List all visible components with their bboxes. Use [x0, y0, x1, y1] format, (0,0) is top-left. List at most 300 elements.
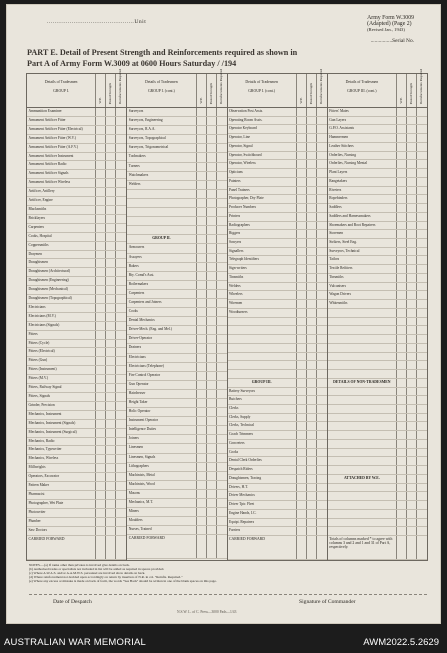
entry-cell[interactable] — [317, 422, 327, 430]
entry-cell[interactable] — [217, 517, 227, 525]
entry-cell[interactable] — [96, 161, 106, 169]
entry-cell[interactable] — [207, 263, 217, 271]
carried-cell[interactable] — [217, 535, 227, 558]
entry-cell[interactable] — [207, 163, 217, 171]
entry-cell[interactable] — [106, 224, 116, 232]
entry-cell[interactable] — [197, 272, 207, 280]
entry-cell[interactable] — [397, 108, 407, 116]
entry-cell[interactable] — [197, 417, 207, 425]
entry-cell[interactable] — [217, 317, 227, 325]
entry-cell[interactable] — [207, 244, 217, 252]
entry-cell[interactable] — [297, 265, 307, 273]
entry-cell[interactable] — [207, 153, 217, 161]
entry-cell[interactable] — [116, 242, 126, 250]
entry-cell[interactable] — [207, 308, 217, 316]
entry-cell[interactable] — [307, 160, 317, 168]
entry-cell[interactable] — [317, 449, 327, 457]
entry-cell[interactable] — [297, 466, 307, 474]
entry-cell[interactable] — [116, 117, 126, 125]
entry-cell[interactable] — [417, 475, 427, 483]
entry-cell[interactable] — [197, 244, 207, 252]
entry-cell[interactable] — [96, 126, 106, 134]
entry-cell[interactable] — [197, 508, 207, 516]
entry-cell[interactable] — [417, 414, 427, 422]
entry-cell[interactable] — [397, 178, 407, 186]
entry-cell[interactable] — [307, 414, 317, 422]
entry-cell[interactable] — [96, 304, 106, 312]
entry-cell[interactable] — [307, 117, 317, 125]
entry-cell[interactable] — [116, 188, 126, 196]
entry-cell[interactable] — [397, 265, 407, 273]
entry-cell[interactable] — [317, 152, 327, 160]
entry-cell[interactable] — [307, 213, 317, 221]
entry-cell[interactable] — [397, 475, 407, 483]
entry-cell[interactable] — [317, 370, 327, 378]
entry-cell[interactable] — [317, 466, 327, 474]
entry-cell[interactable] — [197, 144, 207, 152]
entry-cell[interactable] — [307, 501, 317, 509]
entry-cell[interactable] — [297, 422, 307, 430]
entry-cell[interactable] — [317, 160, 327, 168]
entry-cell[interactable] — [417, 283, 427, 291]
entry-cell[interactable] — [417, 457, 427, 465]
entry-cell[interactable] — [307, 353, 317, 361]
entry-cell[interactable] — [407, 510, 417, 518]
entry-cell[interactable] — [307, 510, 317, 518]
entry-cell[interactable] — [307, 335, 317, 343]
entry-cell[interactable] — [397, 414, 407, 422]
entry-cell[interactable] — [207, 526, 217, 534]
entry-cell[interactable] — [207, 408, 217, 416]
entry-cell[interactable] — [297, 396, 307, 404]
entry-cell[interactable] — [106, 259, 116, 267]
entry-cell[interactable] — [207, 326, 217, 334]
entry-cell[interactable] — [217, 426, 227, 434]
entry-cell[interactable] — [317, 195, 327, 203]
entry-cell[interactable] — [197, 335, 207, 343]
entry-cell[interactable] — [397, 492, 407, 500]
entry-cell[interactable] — [317, 440, 327, 448]
entry-cell[interactable] — [106, 357, 116, 365]
entry-cell[interactable] — [106, 153, 116, 161]
entry-cell[interactable] — [317, 125, 327, 133]
entry-cell[interactable] — [116, 402, 126, 410]
entry-cell[interactable] — [317, 379, 327, 387]
entry-cell[interactable] — [106, 322, 116, 330]
entry-cell[interactable] — [116, 313, 126, 321]
entry-cell[interactable] — [307, 239, 317, 247]
entry-cell[interactable] — [106, 438, 116, 446]
entry-cell[interactable] — [397, 510, 407, 518]
entry-cell[interactable] — [417, 169, 427, 177]
entry-cell[interactable] — [417, 117, 427, 125]
entry-cell[interactable] — [207, 472, 217, 480]
entry-cell[interactable] — [297, 527, 307, 535]
entry-cell[interactable] — [397, 125, 407, 133]
carried-cell[interactable] — [297, 536, 307, 559]
entry-cell[interactable] — [116, 135, 126, 143]
entry-cell[interactable] — [207, 417, 217, 425]
entry-cell[interactable] — [417, 239, 427, 247]
entry-cell[interactable] — [297, 213, 307, 221]
entry-cell[interactable] — [407, 265, 417, 273]
entry-cell[interactable] — [197, 308, 207, 316]
entry-cell[interactable] — [297, 143, 307, 151]
entry-cell[interactable] — [197, 235, 207, 243]
carried-cell[interactable] — [317, 536, 327, 559]
entry-cell[interactable] — [217, 172, 227, 180]
entry-cell[interactable] — [297, 388, 307, 396]
entry-cell[interactable] — [197, 226, 207, 234]
entry-cell[interactable] — [397, 388, 407, 396]
entry-cell[interactable] — [297, 152, 307, 160]
entry-cell[interactable] — [197, 472, 207, 480]
entry-cell[interactable] — [397, 466, 407, 474]
entry-cell[interactable] — [297, 283, 307, 291]
entry-cell[interactable] — [297, 326, 307, 334]
entry-cell[interactable] — [106, 179, 116, 187]
entry-cell[interactable] — [217, 344, 227, 352]
entry-cell[interactable] — [307, 134, 317, 142]
entry-cell[interactable] — [217, 381, 227, 389]
entry-cell[interactable] — [106, 206, 116, 214]
entry-cell[interactable] — [317, 178, 327, 186]
entry-cell[interactable] — [307, 475, 317, 483]
entry-cell[interactable] — [207, 135, 217, 143]
entry-cell[interactable] — [407, 283, 417, 291]
entry-cell[interactable] — [417, 187, 427, 195]
entry-cell[interactable] — [307, 274, 317, 282]
entry-cell[interactable] — [217, 208, 227, 216]
entry-cell[interactable] — [407, 519, 417, 527]
entry-cell[interactable] — [217, 108, 227, 116]
entry-cell[interactable] — [407, 326, 417, 334]
entry-cell[interactable] — [307, 222, 317, 230]
entry-cell[interactable] — [197, 426, 207, 434]
entry-cell[interactable] — [317, 213, 327, 221]
entry-cell[interactable] — [217, 390, 227, 398]
entry-cell[interactable] — [397, 222, 407, 230]
entry-cell[interactable] — [317, 484, 327, 492]
entry-cell[interactable] — [116, 304, 126, 312]
entry-cell[interactable] — [417, 527, 427, 535]
entry-cell[interactable] — [197, 490, 207, 498]
entry-cell[interactable] — [307, 405, 317, 413]
entry-cell[interactable] — [317, 510, 327, 518]
entry-cell[interactable] — [317, 187, 327, 195]
entry-cell[interactable] — [307, 449, 317, 457]
entry-cell[interactable] — [96, 117, 106, 125]
entry-cell[interactable] — [106, 170, 116, 178]
entry-cell[interactable] — [106, 135, 116, 143]
entry-cell[interactable] — [397, 117, 407, 125]
entry-cell[interactable] — [217, 508, 227, 516]
entry-cell[interactable] — [217, 272, 227, 280]
entry-cell[interactable] — [297, 160, 307, 168]
entry-cell[interactable] — [197, 372, 207, 380]
entry-cell[interactable] — [307, 248, 317, 256]
entry-cell[interactable] — [197, 499, 207, 507]
entry-cell[interactable] — [417, 274, 427, 282]
entry-cell[interactable] — [307, 143, 317, 151]
entry-cell[interactable] — [307, 457, 317, 465]
entry-cell[interactable] — [116, 482, 126, 490]
entry-cell[interactable] — [197, 444, 207, 452]
entry-cell[interactable] — [116, 197, 126, 205]
entry-cell[interactable] — [106, 509, 116, 517]
entry-cell[interactable] — [407, 239, 417, 247]
entry-cell[interactable] — [207, 281, 217, 289]
entry-cell[interactable] — [217, 372, 227, 380]
entry-cell[interactable] — [217, 499, 227, 507]
entry-cell[interactable] — [307, 169, 317, 177]
entry-cell[interactable] — [207, 344, 217, 352]
entry-cell[interactable] — [307, 370, 317, 378]
entry-cell[interactable] — [96, 482, 106, 490]
entry-cell[interactable] — [317, 265, 327, 273]
entry-cell[interactable] — [417, 291, 427, 299]
entry-cell[interactable] — [207, 390, 217, 398]
entry-cell[interactable] — [307, 379, 317, 387]
entry-cell[interactable] — [116, 366, 126, 374]
entry-cell[interactable] — [197, 199, 207, 207]
entry-cell[interactable] — [217, 135, 227, 143]
entry-cell[interactable] — [297, 344, 307, 352]
entry-cell[interactable] — [407, 134, 417, 142]
entry-cell[interactable] — [407, 405, 417, 413]
entry-cell[interactable] — [116, 295, 126, 303]
entry-cell[interactable] — [207, 517, 217, 525]
entry-cell[interactable] — [407, 204, 417, 212]
entry-cell[interactable] — [397, 361, 407, 369]
entry-cell[interactable] — [116, 233, 126, 241]
entry-cell[interactable] — [197, 526, 207, 534]
entry-cell[interactable] — [297, 519, 307, 527]
entry-cell[interactable] — [397, 353, 407, 361]
entry-cell[interactable] — [106, 331, 116, 339]
entry-cell[interactable] — [207, 435, 217, 443]
entry-cell[interactable] — [297, 134, 307, 142]
entry-cell[interactable] — [116, 509, 126, 517]
entry-cell[interactable] — [116, 286, 126, 294]
entry-cell[interactable] — [317, 318, 327, 326]
entry-cell[interactable] — [307, 195, 317, 203]
entry-cell[interactable] — [407, 449, 417, 457]
entry-cell[interactable] — [307, 256, 317, 264]
entry-cell[interactable] — [317, 475, 327, 483]
entry-cell[interactable] — [417, 108, 427, 116]
entry-cell[interactable] — [106, 482, 116, 490]
entry-cell[interactable] — [417, 519, 427, 527]
entry-cell[interactable] — [116, 251, 126, 259]
entry-cell[interactable] — [96, 135, 106, 143]
entry-cell[interactable] — [197, 354, 207, 362]
entry-cell[interactable] — [417, 361, 427, 369]
entry-cell[interactable] — [417, 300, 427, 308]
entry-cell[interactable] — [197, 254, 207, 262]
entry-cell[interactable] — [407, 160, 417, 168]
entry-cell[interactable] — [407, 335, 417, 343]
entry-cell[interactable] — [96, 393, 106, 401]
entry-cell[interactable] — [217, 226, 227, 234]
entry-cell[interactable] — [96, 384, 106, 392]
entry-cell[interactable] — [96, 153, 106, 161]
entry-cell[interactable] — [96, 233, 106, 241]
entry-cell[interactable] — [297, 230, 307, 238]
entry-cell[interactable] — [96, 215, 106, 223]
entry-cell[interactable] — [96, 375, 106, 383]
entry-cell[interactable] — [106, 518, 116, 526]
entry-cell[interactable] — [297, 318, 307, 326]
entry-cell[interactable] — [397, 484, 407, 492]
entry-cell[interactable] — [407, 318, 417, 326]
entry-cell[interactable] — [96, 295, 106, 303]
entry-cell[interactable] — [217, 181, 227, 189]
entry-cell[interactable] — [96, 348, 106, 356]
entry-cell[interactable] — [207, 363, 217, 371]
entry-cell[interactable] — [407, 143, 417, 151]
entry-cell[interactable] — [207, 208, 217, 216]
entry-cell[interactable] — [217, 244, 227, 252]
entry-cell[interactable] — [106, 277, 116, 285]
entry-cell[interactable] — [96, 170, 106, 178]
entry-cell[interactable] — [317, 309, 327, 317]
entry-cell[interactable] — [197, 390, 207, 398]
entry-cell[interactable] — [397, 204, 407, 212]
entry-cell[interactable] — [106, 348, 116, 356]
entry-cell[interactable] — [96, 509, 106, 517]
entry-cell[interactable] — [417, 160, 427, 168]
entry-cell[interactable] — [417, 256, 427, 264]
entry-cell[interactable] — [407, 501, 417, 509]
entry-cell[interactable] — [207, 117, 217, 125]
entry-cell[interactable] — [297, 484, 307, 492]
entry-cell[interactable] — [307, 361, 317, 369]
entry-cell[interactable] — [106, 197, 116, 205]
entry-cell[interactable] — [217, 281, 227, 289]
entry-cell[interactable] — [96, 455, 106, 463]
entry-cell[interactable] — [207, 108, 217, 116]
entry-cell[interactable] — [197, 363, 207, 371]
entry-cell[interactable] — [106, 215, 116, 223]
entry-cell[interactable] — [297, 274, 307, 282]
entry-cell[interactable] — [217, 163, 227, 171]
entry-cell[interactable] — [207, 290, 217, 298]
entry-cell[interactable] — [96, 144, 106, 152]
entry-cell[interactable] — [106, 161, 116, 169]
entry-cell[interactable] — [106, 188, 116, 196]
entry-cell[interactable] — [417, 510, 427, 518]
entry-cell[interactable] — [207, 272, 217, 280]
entry-cell[interactable] — [96, 518, 106, 526]
entry-cell[interactable] — [417, 405, 427, 413]
entry-cell[interactable] — [317, 222, 327, 230]
entry-cell[interactable] — [96, 188, 106, 196]
entry-cell[interactable] — [207, 317, 217, 325]
entry-cell[interactable] — [397, 283, 407, 291]
entry-cell[interactable] — [116, 108, 126, 116]
entry-cell[interactable] — [317, 230, 327, 238]
entry-cell[interactable] — [207, 508, 217, 516]
entry-cell[interactable] — [207, 299, 217, 307]
entry-cell[interactable] — [307, 484, 317, 492]
entry-cell[interactable] — [217, 463, 227, 471]
entry-cell[interactable] — [317, 239, 327, 247]
entry-cell[interactable] — [417, 213, 427, 221]
entry-cell[interactable] — [197, 317, 207, 325]
entry-cell[interactable] — [407, 230, 417, 238]
entry-cell[interactable] — [297, 204, 307, 212]
entry-cell[interactable] — [197, 181, 207, 189]
entry-cell[interactable] — [407, 108, 417, 116]
entry-cell[interactable] — [116, 224, 126, 232]
entry-cell[interactable] — [106, 366, 116, 374]
entry-cell[interactable] — [317, 108, 327, 116]
entry-cell[interactable] — [197, 108, 207, 116]
entry-cell[interactable] — [407, 466, 417, 474]
entry-cell[interactable] — [397, 230, 407, 238]
entry-cell[interactable] — [116, 206, 126, 214]
entry-cell[interactable] — [217, 454, 227, 462]
entry-cell[interactable] — [217, 144, 227, 152]
entry-cell[interactable] — [317, 344, 327, 352]
entry-cell[interactable] — [116, 455, 126, 463]
entry-cell[interactable] — [207, 217, 217, 225]
entry-cell[interactable] — [407, 344, 417, 352]
entry-cell[interactable] — [96, 331, 106, 339]
entry-cell[interactable] — [297, 108, 307, 116]
entry-cell[interactable] — [317, 134, 327, 142]
entry-cell[interactable] — [96, 491, 106, 499]
entry-cell[interactable] — [407, 484, 417, 492]
entry-cell[interactable] — [96, 464, 106, 472]
entry-cell[interactable] — [397, 344, 407, 352]
entry-cell[interactable] — [397, 318, 407, 326]
entry-cell[interactable] — [197, 163, 207, 171]
entry-cell[interactable] — [207, 381, 217, 389]
entry-cell[interactable] — [417, 353, 427, 361]
entry-cell[interactable] — [417, 152, 427, 160]
entry-cell[interactable] — [96, 446, 106, 454]
entry-cell[interactable] — [407, 309, 417, 317]
entry-cell[interactable] — [397, 291, 407, 299]
entry-cell[interactable] — [317, 361, 327, 369]
entry-cell[interactable] — [217, 354, 227, 362]
entry-cell[interactable] — [397, 248, 407, 256]
entry-cell[interactable] — [407, 440, 417, 448]
entry-cell[interactable] — [297, 370, 307, 378]
entry-cell[interactable] — [116, 348, 126, 356]
entry-cell[interactable] — [207, 335, 217, 343]
entry-cell[interactable] — [297, 309, 307, 317]
entry-cell[interactable] — [407, 388, 417, 396]
entry-cell[interactable] — [217, 254, 227, 262]
entry-cell[interactable] — [116, 527, 126, 535]
entry-cell[interactable] — [417, 501, 427, 509]
entry-cell[interactable] — [106, 242, 116, 250]
entry-cell[interactable] — [217, 190, 227, 198]
entry-cell[interactable] — [96, 420, 106, 428]
entry-cell[interactable] — [116, 357, 126, 365]
entry-cell[interactable] — [317, 414, 327, 422]
entry-cell[interactable] — [116, 393, 126, 401]
entry-cell[interactable] — [96, 197, 106, 205]
entry-cell[interactable] — [307, 291, 317, 299]
entry-cell[interactable] — [96, 259, 106, 267]
entry-cell[interactable] — [217, 408, 227, 416]
entry-cell[interactable] — [96, 206, 106, 214]
entry-cell[interactable] — [106, 384, 116, 392]
